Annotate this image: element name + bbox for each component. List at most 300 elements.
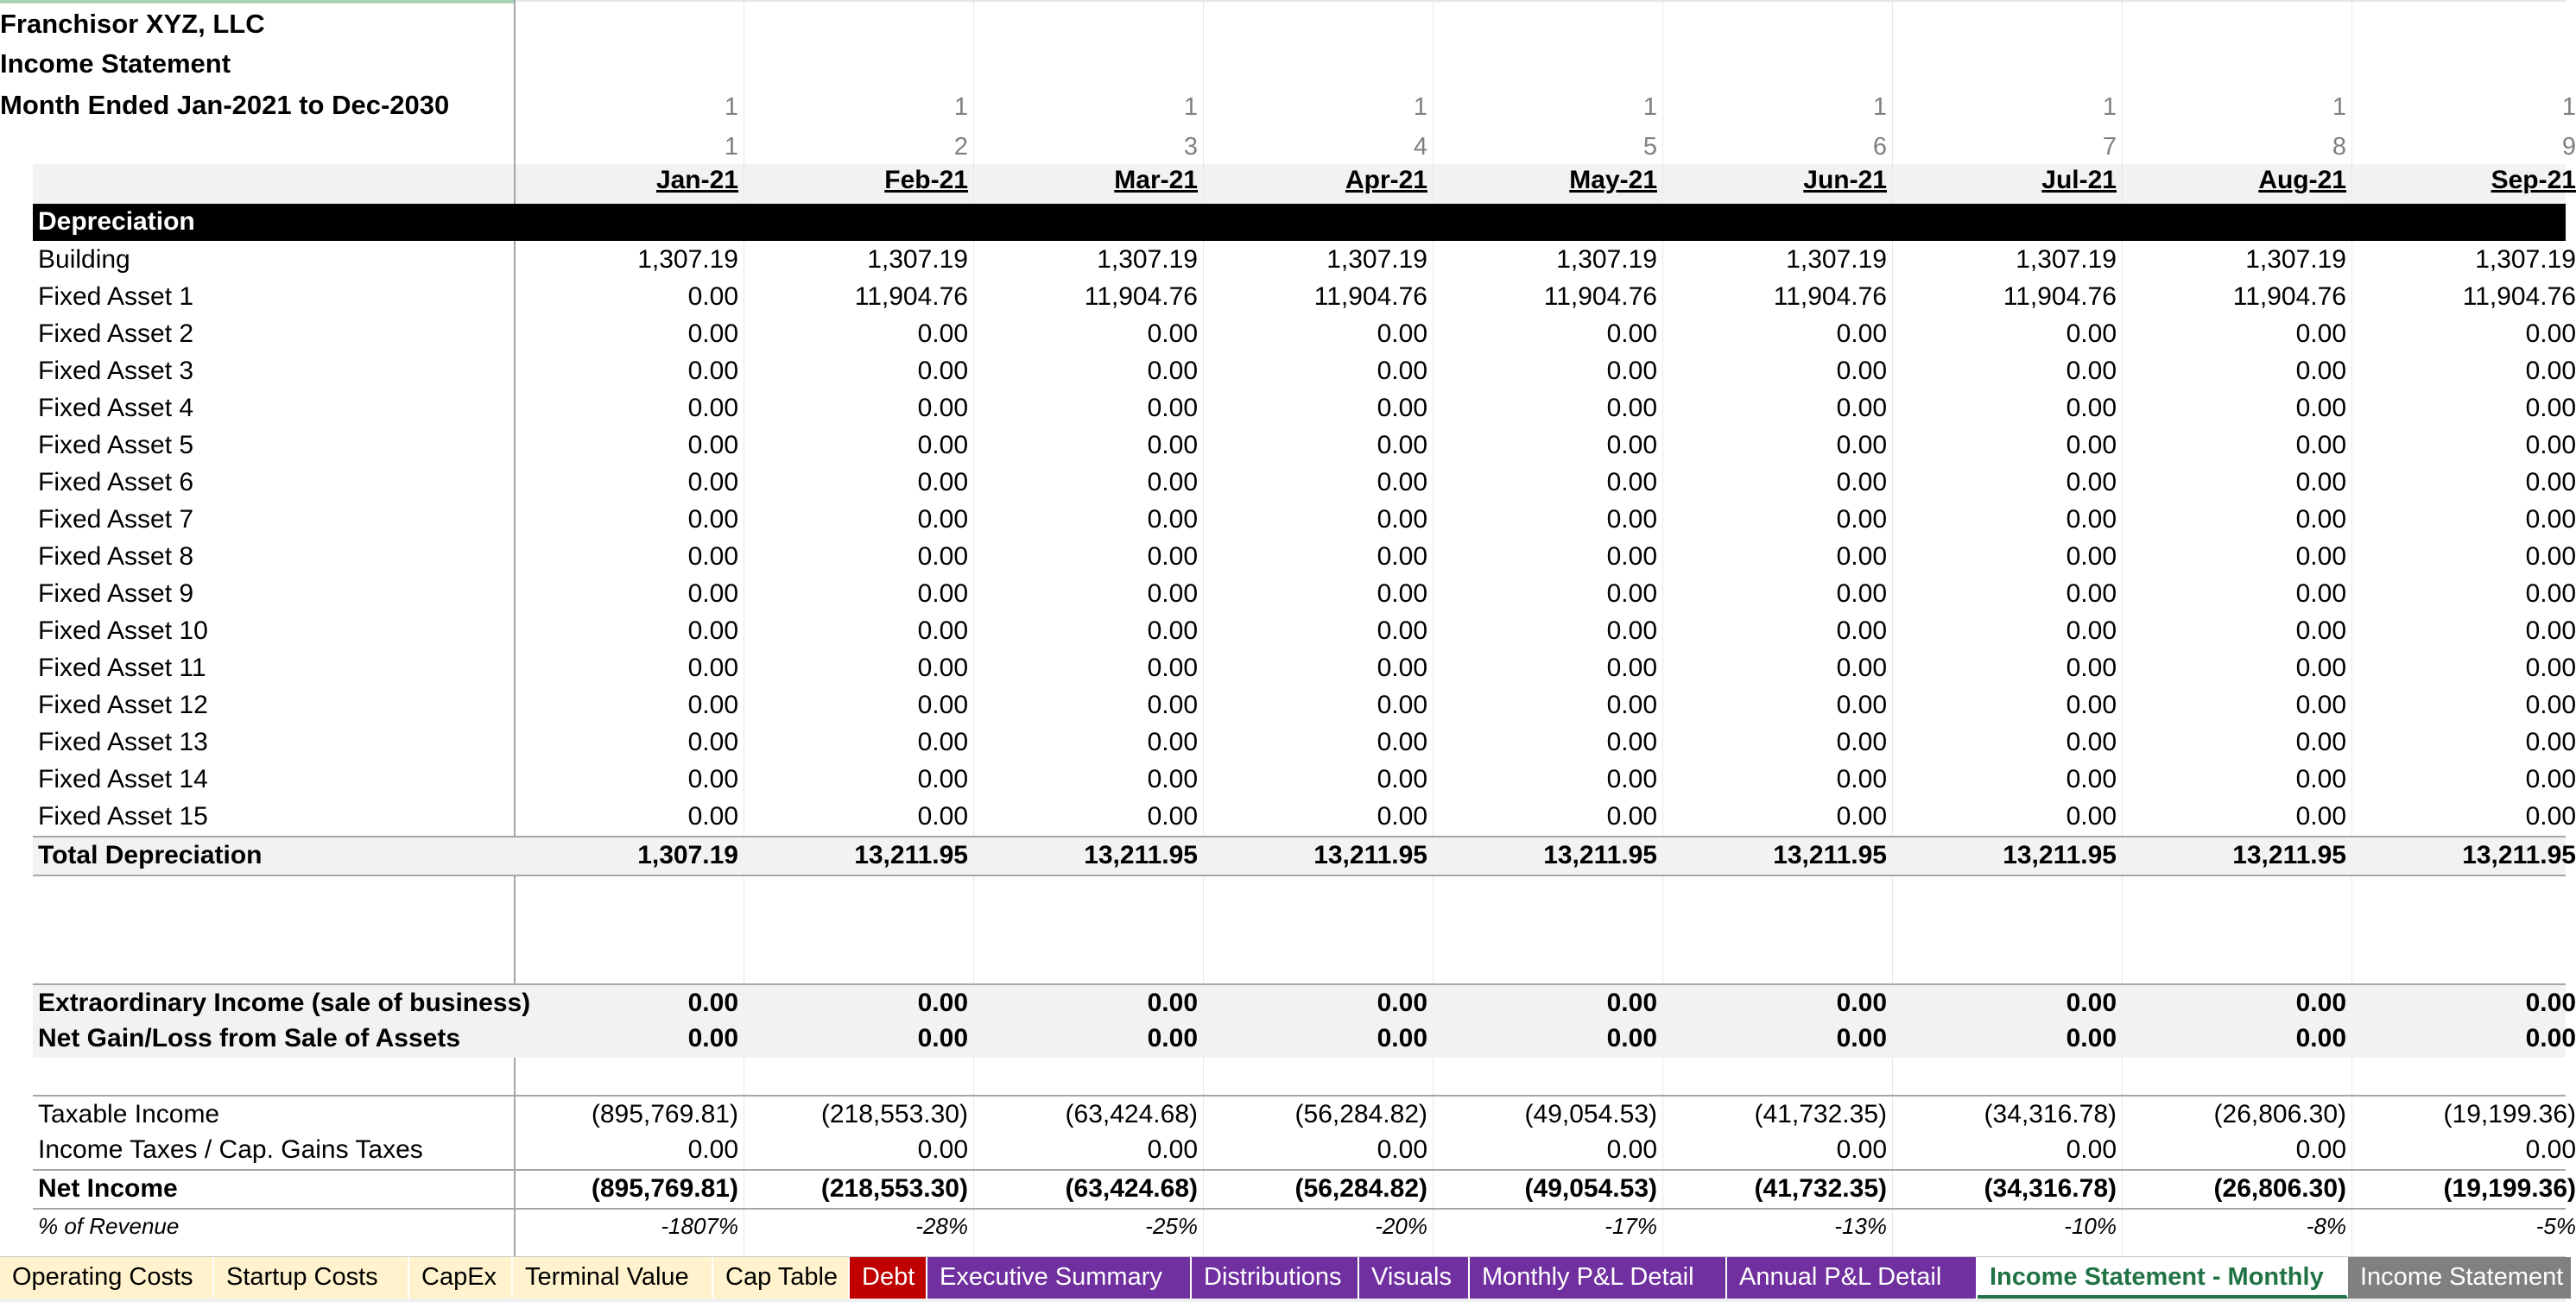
cell-value[interactable]: 0.00 (1836, 1024, 1887, 1052)
cell-value[interactable]: 0.00 (917, 431, 968, 459)
cell-value[interactable]: 0.00 (687, 357, 738, 385)
cell-value[interactable]: 0.00 (1836, 319, 1887, 348)
cell-value[interactable]: 0.00 (1377, 431, 1427, 459)
period-title[interactable]: Month Ended Jan-2021 to Dec-2030 (0, 90, 450, 120)
cell-value[interactable]: 0.00 (1836, 802, 1887, 831)
cell-value[interactable]: 0.00 (1606, 1024, 1657, 1052)
cell-value[interactable]: (56,284.82) (1294, 1100, 1427, 1128)
period-index-row1[interactable]: 1 (2332, 93, 2346, 121)
cell-value[interactable]: 0.00 (2295, 765, 2346, 793)
cell-value[interactable]: 0.00 (2525, 691, 2576, 719)
cell-value[interactable]: -25% (1145, 1213, 1198, 1239)
cell-value[interactable]: 0.00 (2525, 579, 2576, 608)
cell-value[interactable]: 0.00 (687, 1135, 738, 1164)
cell-value[interactable]: 0.00 (2295, 505, 2346, 534)
period-index-row2[interactable]: 8 (2332, 133, 2346, 161)
cell-value[interactable]: 0.00 (2525, 1135, 2576, 1164)
cell-value[interactable]: 0.00 (2066, 728, 2117, 756)
period-index-row2[interactable]: 4 (1413, 133, 1427, 161)
cell-value[interactable]: (34,316.78) (1984, 1174, 2117, 1203)
cell-value[interactable]: 0.00 (2295, 728, 2346, 756)
cell-value[interactable]: 0.00 (687, 282, 738, 311)
cell-value[interactable]: 0.00 (1836, 468, 1887, 496)
cell-value[interactable]: 0.00 (1377, 728, 1427, 756)
cell-value[interactable]: 0.00 (2525, 765, 2576, 793)
cell-value[interactable]: 0.00 (1836, 654, 1887, 682)
sheet-tab[interactable]: Operating Costs (0, 1257, 214, 1299)
month-header[interactable]: May-21 (1569, 166, 1657, 194)
cell-value[interactable]: 0.00 (1606, 579, 1657, 608)
row-label: % of Revenue (38, 1213, 180, 1239)
cell-value[interactable]: 13,211.95 (2232, 841, 2346, 869)
cell-value[interactable]: 0.00 (1606, 765, 1657, 793)
cell-value[interactable]: 0.00 (687, 319, 738, 348)
cell-value[interactable]: 0.00 (1147, 802, 1198, 831)
row-label: Fixed Asset 6 (38, 468, 194, 496)
cell-value[interactable]: 0.00 (1147, 691, 1198, 719)
cell-value[interactable]: 0.00 (2295, 431, 2346, 459)
company-name[interactable]: Franchisor XYZ, LLC (0, 9, 265, 39)
sheet-tab[interactable]: Debt (850, 1257, 927, 1299)
cell-value[interactable]: 0.00 (2295, 394, 2346, 422)
extraordinary-income-row[interactable] (33, 983, 2576, 1022)
row-label: Fixed Asset 3 (38, 357, 194, 385)
row-label: Fixed Asset 8 (38, 542, 194, 571)
cell-value[interactable]: 0.00 (687, 616, 738, 645)
cell-value[interactable]: (218,553.30) (820, 1100, 968, 1128)
row-label: Fixed Asset 4 (38, 394, 194, 422)
cell-value[interactable]: 0.00 (1836, 394, 1887, 422)
cell-value[interactable]: 0.00 (917, 1024, 968, 1052)
cell-value[interactable]: 0.00 (1377, 319, 1427, 348)
row-label: Building (38, 245, 130, 274)
cell-value[interactable]: 0.00 (687, 654, 738, 682)
cell-value[interactable]: 0.00 (2295, 319, 2346, 348)
depreciation-row[interactable] (33, 613, 2576, 650)
cell-value[interactable]: 1,307.19 (2475, 245, 2576, 274)
cell-value[interactable]: 0.00 (1836, 765, 1887, 793)
cell-value[interactable]: 0.00 (1606, 802, 1657, 831)
cell-value[interactable]: 0.00 (2066, 505, 2117, 534)
cell-value[interactable]: -13% (1834, 1213, 1887, 1239)
sheet-tab-bar (0, 1256, 2566, 1302)
cell-value[interactable]: 0.00 (2525, 616, 2576, 645)
cell-value[interactable]: 0.00 (2295, 1135, 2346, 1164)
cell-value[interactable]: 0.00 (2295, 542, 2346, 571)
cell-value[interactable]: 0.00 (1147, 505, 1198, 534)
cell-value[interactable]: 0.00 (2525, 802, 2576, 831)
sheet-tab[interactable]: Distributions (1192, 1257, 1359, 1299)
cell-value[interactable]: -1807% (661, 1213, 738, 1239)
depreciation-row[interactable] (33, 465, 2576, 502)
cell-value[interactable]: 0.00 (2295, 691, 2346, 719)
cell-value[interactable]: 0.00 (1377, 802, 1427, 831)
cell-value[interactable]: 0.00 (1377, 1024, 1427, 1052)
cell-value[interactable]: 0.00 (1836, 505, 1887, 534)
period-index-row2[interactable]: 2 (953, 133, 968, 161)
cell-value[interactable]: 0.00 (1147, 654, 1198, 682)
period-index-row2[interactable]: 9 (2561, 133, 2576, 161)
row-label: Fixed Asset 9 (38, 579, 194, 608)
row-label: Taxable Income (38, 1100, 220, 1128)
cell-value[interactable]: 0.00 (2295, 579, 2346, 608)
cell-value[interactable]: (49,054.53) (1524, 1100, 1657, 1128)
depreciation-row[interactable] (33, 576, 2576, 613)
cell-value[interactable]: 0.00 (2295, 1024, 2346, 1052)
cell-value[interactable]: 0.00 (2066, 654, 2117, 682)
sheet-tab[interactable]: Income Statement (2348, 1257, 2573, 1299)
depreciation-row[interactable] (33, 539, 2576, 576)
period-index-row2[interactable]: 7 (2102, 133, 2117, 161)
month-header[interactable]: Apr-21 (1345, 166, 1427, 194)
cell-value[interactable]: 0.00 (687, 765, 738, 793)
taxable-income-row[interactable] (33, 1095, 2576, 1134)
cell-value[interactable]: 11,904.76 (2003, 282, 2117, 311)
cell-value[interactable]: 0.00 (2525, 394, 2576, 422)
period-index-row1[interactable]: 1 (953, 93, 968, 121)
cell-value[interactable]: 0.00 (1377, 505, 1427, 534)
cell-value[interactable]: 0.00 (1147, 616, 1198, 645)
cell-value[interactable]: 0.00 (1377, 616, 1427, 645)
cell-value[interactable]: 0.00 (917, 542, 968, 571)
cell-value[interactable]: 1,307.19 (1097, 245, 1198, 274)
cell-value[interactable]: 0.00 (2066, 765, 2117, 793)
cell-value[interactable]: 0.00 (917, 505, 968, 534)
cell-value[interactable]: (19,199.36) (2443, 1100, 2576, 1128)
cell-value[interactable]: 0.00 (2525, 989, 2576, 1017)
depreciation-row[interactable] (33, 279, 2576, 316)
sheet-tab[interactable]: Monthly P&L Detail (1470, 1257, 1727, 1299)
cell-value[interactable]: 0.00 (1147, 1135, 1198, 1164)
depreciation-row[interactable] (33, 502, 2576, 539)
cell-value[interactable]: 0.00 (917, 579, 968, 608)
cell-value[interactable]: 0.00 (1147, 542, 1198, 571)
month-header[interactable]: Aug-21 (2258, 166, 2346, 194)
cell-value[interactable]: 0.00 (2295, 616, 2346, 645)
cell-value[interactable]: 0.00 (2066, 468, 2117, 496)
cell-value[interactable]: 0.00 (2066, 616, 2117, 645)
cell-value[interactable]: 0.00 (917, 802, 968, 831)
row-label: Fixed Asset 15 (38, 802, 208, 831)
cell-value[interactable]: 0.00 (2525, 319, 2576, 348)
cell-value[interactable]: (26,806.30) (2213, 1174, 2346, 1203)
sheet-tab[interactable]: Terminal Value (513, 1257, 713, 1299)
cell-value[interactable]: 0.00 (1377, 691, 1427, 719)
sheet-tab[interactable]: Annual P&L Detail (1727, 1257, 1978, 1299)
cell-value[interactable]: 1,307.19 (2245, 245, 2346, 274)
cell-value[interactable]: 11,904.76 (1543, 282, 1657, 311)
cell-value[interactable]: -10% (2064, 1213, 2117, 1239)
sheet-tab[interactable]: Startup Costs (214, 1257, 409, 1299)
depreciation-row[interactable] (33, 316, 2576, 353)
row-label: Fixed Asset 7 (38, 505, 194, 534)
cell-value[interactable]: 0.00 (1606, 989, 1657, 1017)
percent-of-revenue-row[interactable] (33, 1208, 2576, 1245)
cell-value[interactable]: 11,904.76 (1313, 282, 1427, 311)
cell-value[interactable]: 0.00 (2525, 468, 2576, 496)
cell-value[interactable]: -17% (1604, 1213, 1657, 1239)
cell-value[interactable]: 0.00 (1377, 542, 1427, 571)
cell-value[interactable]: 0.00 (2525, 357, 2576, 385)
cell-value[interactable]: 0.00 (2066, 691, 2117, 719)
cell-value[interactable]: 0.00 (1606, 505, 1657, 534)
cell-value[interactable]: (41,732.35) (1754, 1174, 1887, 1203)
month-header[interactable]: Feb-21 (884, 166, 968, 194)
cell-value[interactable]: 11,904.76 (2462, 282, 2576, 311)
cell-value[interactable]: 1,307.19 (2016, 245, 2117, 274)
depreciation-row[interactable] (33, 724, 2576, 762)
row-label: Fixed Asset 11 (38, 654, 206, 682)
section-header-label: Depreciation (38, 207, 195, 236)
cell-value[interactable]: 0.00 (917, 989, 968, 1017)
cell-value[interactable]: 0.00 (687, 989, 738, 1017)
cell-value[interactable]: 0.00 (1377, 394, 1427, 422)
cell-value[interactable]: 0.00 (1606, 616, 1657, 645)
cell-value[interactable]: 0.00 (1377, 468, 1427, 496)
sheet-tab[interactable]: Cap Table (713, 1257, 850, 1299)
sheet-tab[interactable]: CapEx (409, 1257, 513, 1299)
period-index-row1[interactable]: 1 (2102, 93, 2117, 121)
cell-value[interactable]: 0.00 (917, 357, 968, 385)
cell-value[interactable]: 0.00 (917, 765, 968, 793)
cell-value[interactable]: 0.00 (1147, 765, 1198, 793)
cell-value[interactable]: 0.00 (1836, 989, 1887, 1017)
cell-value[interactable]: 0.00 (1836, 357, 1887, 385)
cell-value[interactable]: 11,904.76 (1084, 282, 1198, 311)
cell-value[interactable]: 0.00 (2525, 505, 2576, 534)
cell-value[interactable]: 0.00 (1836, 728, 1887, 756)
cell-value[interactable]: 0.00 (1606, 728, 1657, 756)
cell-value[interactable]: 0.00 (1147, 579, 1198, 608)
period-index-row2[interactable]: 6 (1872, 133, 1887, 161)
income-taxes-row[interactable] (33, 1132, 2576, 1169)
section-header-depreciation[interactable] (33, 204, 2566, 241)
cell-value[interactable]: 0.00 (2066, 579, 2117, 608)
cell-value[interactable]: 0.00 (1836, 616, 1887, 645)
row-label: Fixed Asset 14 (38, 765, 208, 793)
sheet-tab[interactable]: Visuals (1359, 1257, 1470, 1299)
cell-value[interactable]: 11,904.76 (1773, 282, 1887, 311)
cell-value[interactable]: 0.00 (1606, 542, 1657, 571)
cell-value[interactable]: 0.00 (1147, 394, 1198, 422)
cell-value[interactable]: 11,904.76 (2232, 282, 2346, 311)
period-index-row2[interactable]: 1 (724, 133, 738, 161)
row-label: Income Taxes / Cap. Gains Taxes (38, 1135, 423, 1164)
cell-value[interactable]: (895,769.81) (591, 1100, 738, 1128)
cell-value[interactable]: 0.00 (1377, 1135, 1427, 1164)
cell-value[interactable]: -8% (2306, 1213, 2346, 1239)
cell-value[interactable]: 0.00 (2525, 728, 2576, 756)
cell-value[interactable]: 0.00 (1606, 1135, 1657, 1164)
cell-value[interactable]: 0.00 (2295, 357, 2346, 385)
cell-value[interactable]: 0.00 (1147, 1024, 1198, 1052)
cell-value[interactable]: 0.00 (687, 579, 738, 608)
month-header[interactable]: Jun-21 (1803, 166, 1887, 194)
cell-value[interactable]: 0.00 (1606, 654, 1657, 682)
cell-value[interactable]: 0.00 (1147, 468, 1198, 496)
row-label: Fixed Asset 1 (38, 282, 194, 311)
cell-value[interactable]: 0.00 (2066, 431, 2117, 459)
cell-value[interactable]: 0.00 (2066, 542, 2117, 571)
row-label: Fixed Asset 13 (38, 728, 208, 756)
cell-value[interactable]: 0.00 (1606, 468, 1657, 496)
cell-value[interactable]: 1,307.19 (1326, 245, 1427, 274)
cell-value[interactable]: 0.00 (917, 394, 968, 422)
cell-value[interactable]: 0.00 (1377, 579, 1427, 608)
cell-value[interactable]: (895,769.81) (591, 1174, 738, 1203)
cell-value[interactable]: (34,316.78) (1984, 1100, 2117, 1128)
cell-value[interactable]: 0.00 (2066, 1135, 2117, 1164)
cell-value[interactable]: 0.00 (2525, 1024, 2576, 1052)
month-header[interactable]: Jan-21 (655, 166, 738, 194)
cell-value[interactable]: 0.00 (2525, 431, 2576, 459)
period-index-row1[interactable]: 1 (1413, 93, 1427, 121)
cell-value[interactable]: 0.00 (1377, 765, 1427, 793)
cell-value[interactable]: 0.00 (1147, 357, 1198, 385)
depreciation-row[interactable] (33, 762, 2576, 799)
cell-value[interactable]: 0.00 (2295, 468, 2346, 496)
cell-value[interactable]: 0.00 (1606, 431, 1657, 459)
cell-value[interactable]: 0.00 (2066, 1024, 2117, 1052)
depreciation-row[interactable] (33, 427, 2576, 465)
cell-value[interactable]: 0.00 (1147, 431, 1198, 459)
cell-value[interactable]: 0.00 (2295, 989, 2346, 1017)
sheet-tab[interactable]: Income Statement - Monthly (1978, 1257, 2348, 1299)
cell-value[interactable]: 0.00 (687, 431, 738, 459)
cell-value[interactable]: 0.00 (1836, 691, 1887, 719)
cell-value[interactable]: 0.00 (1836, 431, 1887, 459)
cell-value[interactable]: -5% (2535, 1213, 2576, 1239)
cell-value[interactable]: 0.00 (687, 691, 738, 719)
cell-value[interactable]: 13,211.95 (854, 841, 968, 869)
cell-value[interactable]: (63,424.68) (1065, 1100, 1198, 1128)
cell-value[interactable]: 0.00 (2525, 654, 2576, 682)
cell-value[interactable]: 11,904.76 (854, 282, 968, 311)
row-label: Fixed Asset 2 (38, 319, 194, 348)
cell-value[interactable]: 0.00 (1147, 989, 1198, 1017)
cell-value[interactable]: (19,199.36) (2443, 1174, 2576, 1203)
cell-value[interactable]: 0.00 (1377, 989, 1427, 1017)
cell-value[interactable]: 1,307.19 (1786, 245, 1887, 274)
depreciation-row[interactable] (33, 799, 2576, 836)
cell-value[interactable]: 0.00 (2295, 802, 2346, 831)
depreciation-row[interactable] (33, 353, 2576, 390)
period-index-row2[interactable]: 5 (1642, 133, 1657, 161)
cell-value[interactable]: 0.00 (1836, 542, 1887, 571)
cell-value[interactable]: -20% (1375, 1213, 1427, 1239)
cell-value[interactable]: 0.00 (687, 802, 738, 831)
cell-value[interactable]: 0.00 (2066, 357, 2117, 385)
cell-value[interactable]: 0.00 (687, 1024, 738, 1052)
depreciation-row[interactable] (33, 687, 2576, 724)
cell-value[interactable]: 1,307.19 (637, 841, 738, 869)
cell-value[interactable]: 0.00 (2525, 542, 2576, 571)
cell-value[interactable]: 0.00 (1606, 319, 1657, 348)
selected-cell-indicator (0, 0, 514, 3)
cell-value[interactable]: 13,211.95 (1084, 841, 1198, 869)
row-label: Net Gain/Loss from Sale of Assets (38, 1024, 461, 1052)
cell-value[interactable]: 0.00 (917, 616, 968, 645)
cell-value[interactable]: 0.00 (1606, 394, 1657, 422)
cell-value[interactable]: 13,211.95 (2003, 841, 2117, 869)
cell-value[interactable]: 0.00 (917, 468, 968, 496)
row-label: Fixed Asset 12 (38, 691, 208, 719)
cell-value[interactable]: 0.00 (1377, 654, 1427, 682)
cell-value[interactable]: 0.00 (917, 654, 968, 682)
cell-value[interactable]: 0.00 (917, 691, 968, 719)
cell-value[interactable]: 0.00 (687, 728, 738, 756)
depreciation-row[interactable] (33, 650, 2576, 687)
cell-value[interactable]: 0.00 (1836, 1135, 1887, 1164)
cell-value[interactable]: 0.00 (687, 468, 738, 496)
cell-value[interactable]: 0.00 (2066, 394, 2117, 422)
cell-value[interactable]: 0.00 (687, 394, 738, 422)
cell-value[interactable]: 13,211.95 (1543, 841, 1657, 869)
sheet-tab[interactable]: Executive Summary (927, 1257, 1192, 1299)
statement-title[interactable]: Income Statement (0, 48, 231, 79)
depreciation-row[interactable] (33, 390, 2576, 427)
total-depreciation-row[interactable] (33, 836, 2576, 876)
cell-value[interactable]: 13,211.95 (1773, 841, 1887, 869)
cell-value[interactable]: (26,806.30) (2213, 1100, 2346, 1128)
cell-value[interactable]: 0.00 (1147, 728, 1198, 756)
net-gain-loss-row[interactable] (33, 1021, 2576, 1058)
cell-value[interactable]: 0.00 (1147, 319, 1198, 348)
row-label: Net Income (38, 1174, 178, 1203)
row-label: Total Depreciation (38, 841, 263, 869)
cell-value[interactable]: -28% (915, 1213, 968, 1239)
cell-value[interactable]: (49,054.53) (1524, 1174, 1657, 1203)
cell-value[interactable]: (218,553.30) (820, 1174, 968, 1203)
cell-value[interactable]: (41,732.35) (1754, 1100, 1887, 1128)
cell-value[interactable]: 0.00 (1836, 579, 1887, 608)
cell-value[interactable]: 0.00 (917, 728, 968, 756)
row-label: Extraordinary Income (sale of business) (38, 989, 531, 1017)
month-header[interactable]: Mar-21 (1114, 166, 1198, 194)
cell-value[interactable]: (63,424.68) (1065, 1174, 1198, 1203)
cell-value[interactable]: 13,211.95 (1313, 841, 1427, 869)
row-label: Fixed Asset 5 (38, 431, 194, 459)
cell-value[interactable]: 1,307.19 (1556, 245, 1657, 274)
cell-value[interactable]: 0.00 (1606, 357, 1657, 385)
period-index-row2[interactable]: 3 (1183, 133, 1198, 161)
cell-value[interactable]: 0.00 (1377, 357, 1427, 385)
net-income-row[interactable] (33, 1169, 2576, 1210)
row-label: Fixed Asset 10 (38, 616, 208, 645)
period-index-row1[interactable]: 1 (1183, 93, 1198, 121)
period-index-row1[interactable]: 1 (1872, 93, 1887, 121)
cell-value[interactable]: 13,211.95 (2462, 841, 2576, 869)
cell-value[interactable]: 1,307.19 (867, 245, 968, 274)
cell-value[interactable]: (56,284.82) (1294, 1174, 1427, 1203)
period-index-row1[interactable]: 1 (724, 93, 738, 121)
cell-value[interactable]: 0.00 (2066, 802, 2117, 831)
cell-value[interactable]: 0.00 (687, 542, 738, 571)
period-index-row1[interactable]: 1 (2561, 93, 2576, 121)
cell-value[interactable]: 0.00 (1606, 691, 1657, 719)
cell-value[interactable]: 1,307.19 (637, 245, 738, 274)
depreciation-row[interactable] (33, 242, 2576, 279)
cell-value[interactable]: 0.00 (917, 1135, 968, 1164)
cell-value[interactable]: 0.00 (917, 319, 968, 348)
cell-value[interactable]: 0.00 (687, 505, 738, 534)
cell-value[interactable]: 0.00 (2066, 989, 2117, 1017)
month-header[interactable]: Sep-21 (2491, 166, 2576, 194)
period-index-row1[interactable]: 1 (1642, 93, 1657, 121)
month-header[interactable]: Jul-21 (2041, 166, 2117, 194)
cell-value[interactable]: 0.00 (2295, 654, 2346, 682)
cell-value[interactable]: 0.00 (2066, 319, 2117, 348)
